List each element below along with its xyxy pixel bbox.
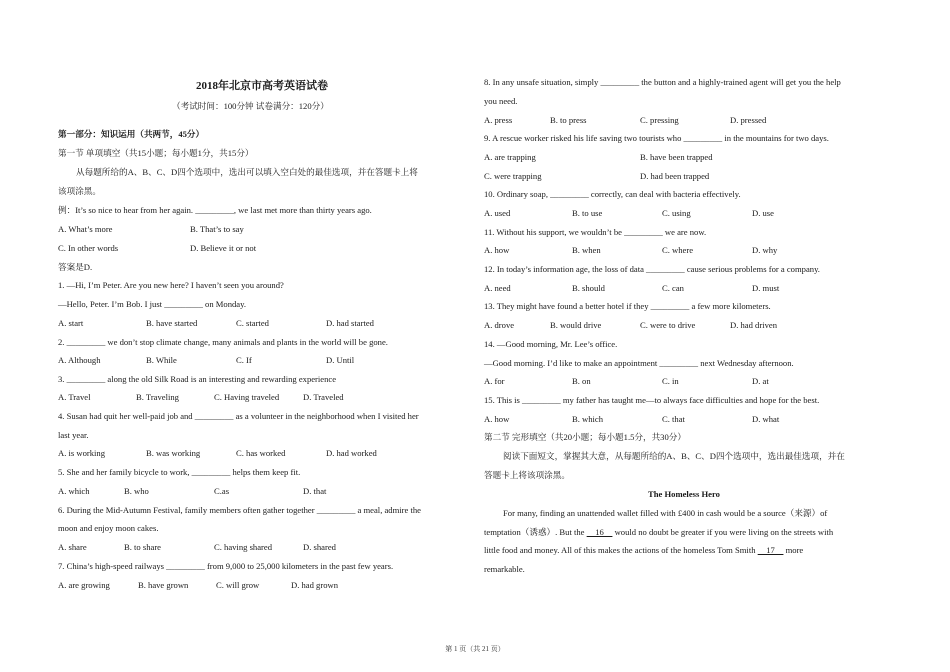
- option-c: C. If: [236, 355, 252, 365]
- option-b: B. to use: [572, 208, 603, 218]
- passage-text: more: [783, 545, 804, 555]
- part1-heading: 第一部分：知识运用（共两节，45分）: [58, 129, 205, 139]
- option-b: B. While: [146, 355, 177, 365]
- option-b: B. when: [572, 245, 601, 255]
- passage-title: The Homeless Hero: [648, 489, 720, 499]
- option-a: A. drove: [484, 320, 515, 330]
- option-d: D. at: [752, 376, 769, 386]
- question-stem: 8. In any unsafe situation, simply _________ the button and a highly-trained agent will get you the help: [484, 77, 841, 87]
- option-b: B. have been trapped: [640, 152, 713, 162]
- question-stem: 14. —Good morning, Mr. Lee’s office.: [484, 339, 618, 349]
- option-a: A. how: [484, 414, 510, 424]
- question-stem: 13. They might have found a better hotel if they _________ a few more kilometers.: [484, 301, 771, 311]
- option-c: C. can: [662, 283, 684, 293]
- section2-instruction: 阅读下面短文，掌握其大意，从每题所给的A、B、C、D四个选项中，选出最佳选项，并在: [503, 451, 845, 461]
- question-stem: 1. —Hi, I’m Peter. Are you new here? I haven’t seen you around?: [58, 280, 284, 290]
- page-title: 2018年北京市高考英语试卷: [196, 80, 328, 92]
- passage-line: remarkable.: [484, 564, 525, 574]
- example-option-c: C. In other words: [58, 243, 119, 253]
- option-c: C. in: [662, 376, 679, 386]
- option-d: D. why: [752, 245, 778, 255]
- option-a: A. used: [484, 208, 511, 218]
- passage-line: [484, 526, 833, 538]
- question-stem: 2. _________ we don’t stop climate change, many animals and plants in the world will be gone.: [58, 337, 388, 347]
- question-stem: —Hello, Peter. I’m Bob. I just _________ on Monday.: [58, 299, 247, 309]
- option-a: A. Travel: [58, 392, 91, 402]
- page-subtitle: （考试时间：100分钟 试卷满分：120分）: [172, 101, 329, 111]
- section1-instruction: 从每题所给的A、B、C、D四个选项中，选出可以填入空白处的最佳选项，并在答题卡上将: [76, 167, 418, 177]
- example-option-b: B. That’s to say: [190, 224, 244, 234]
- question-stem: 11. Without his support, we wouldn’t be _________ we are now.: [484, 227, 707, 237]
- option-d: D. that: [303, 486, 327, 496]
- option-a: A. are growing: [58, 580, 110, 590]
- option-d: D. Until: [326, 355, 355, 365]
- option-c: C. started: [236, 318, 269, 328]
- option-c: C. will grow: [216, 580, 260, 590]
- question-stem: 10. Ordinary soap, _________ correctly, can deal with bacteria effectively.: [484, 189, 741, 199]
- option-a: A. need: [484, 283, 511, 293]
- question-stem: 4. Susan had quit her well-paid job and _________ as a volunteer in the neighborhood when I visited her: [58, 411, 419, 421]
- question-stem: you need.: [484, 96, 518, 106]
- option-d: D. had worked: [326, 448, 377, 458]
- passage-line: [484, 544, 803, 556]
- option-d: D. had grown: [291, 580, 339, 590]
- option-d: D. had started: [326, 318, 374, 328]
- option-c: C. where: [662, 245, 694, 255]
- question-stem: 12. In today’s information age, the loss of data _________ cause serious problems for a company.: [484, 264, 820, 274]
- section1-heading: 第一节 单项填空（共15小题；每小题1分，共15分）: [58, 148, 254, 158]
- question-stem: moon and enjoy moon cakes.: [58, 523, 159, 533]
- question-stem: last year.: [58, 430, 89, 440]
- option-b: B. should: [572, 283, 605, 293]
- section2-heading: 第二节 完形填空（共20小题；每小题1.5分，共30分）: [484, 432, 686, 442]
- question-stem: 3. _________ along the old Silk Road is an interesting and rewarding experience: [58, 374, 337, 384]
- option-b: B. to share: [124, 542, 161, 552]
- option-a: A. are trapping: [484, 152, 536, 162]
- question-stem: 15. This is _________ my father has taught me—to always face difficulties and hope for the best.: [484, 395, 820, 405]
- option-a: A. how: [484, 245, 510, 255]
- option-d: D. had been trapped: [640, 171, 710, 181]
- passage-text: little food and money. All of this makes the actions of the homeless Tom Smith: [484, 545, 758, 555]
- example-option-d: D. Believe it or not: [190, 243, 257, 253]
- question-stem: 7. China’s high-speed railways _________ from 9,000 to 25,000 kilometers in the past few years.: [58, 561, 394, 571]
- option-c: C. were to drive: [640, 320, 696, 330]
- option-c: C. having shared: [214, 542, 272, 552]
- option-d: D. use: [752, 208, 774, 218]
- blank-16: 16: [586, 527, 613, 537]
- question-stem: 5. She and her family bicycle to work, _________ helps them keep fit.: [58, 467, 301, 477]
- option-c: C. using: [662, 208, 691, 218]
- option-d: D. Traveled: [303, 392, 344, 402]
- example-option-a: A. What’s more: [58, 224, 113, 234]
- option-b: B. have grown: [138, 580, 189, 590]
- passage-text: temptation（诱惑）. But the: [484, 527, 587, 537]
- example-answer: 答案是D.: [58, 262, 93, 272]
- section2-instruction-cont: 答题卡上将该项涂黑。: [484, 470, 570, 480]
- passage-text: would no doubt be greater if you were living on the streets with: [612, 527, 834, 537]
- option-a: A. Although: [58, 355, 101, 365]
- option-d: D. had driven: [730, 320, 778, 330]
- option-a: A. press: [484, 115, 513, 125]
- question-stem: —Good morning. I’d like to make an appointment _________ next Wednesday afternoon.: [484, 358, 794, 368]
- option-a: A. share: [58, 542, 87, 552]
- option-c: C. pressing: [640, 115, 679, 125]
- option-c: C. has worked: [236, 448, 286, 458]
- page-footer: 第 1 页（共 21 页）: [445, 645, 505, 653]
- option-c: C. Having traveled: [214, 392, 280, 402]
- option-d: D. pressed: [730, 115, 767, 125]
- option-a: A. start: [58, 318, 84, 328]
- option-c: C.as: [214, 486, 230, 496]
- option-c: C. were trapping: [484, 171, 542, 181]
- option-b: B. which: [572, 414, 604, 424]
- option-c: C. that: [662, 414, 685, 424]
- option-b: B. was working: [146, 448, 201, 458]
- section1-instruction-cont: 该项涂黑。: [58, 186, 101, 196]
- option-a: A. for: [484, 376, 505, 386]
- blank-17: 17: [757, 545, 784, 555]
- option-d: D. what: [752, 414, 780, 424]
- option-b: B. who: [124, 486, 149, 496]
- question-stem: 6. During the Mid-Autumn Festival, family members often gather together _________ a meal, admire the: [58, 505, 421, 515]
- option-b: B. Traveling: [136, 392, 179, 402]
- option-b: B. on: [572, 376, 591, 386]
- example-question: 例：It’s so nice to hear from her again. _________, we last met more than thirty years ago.: [58, 205, 372, 215]
- option-a: A. which: [58, 486, 90, 496]
- question-stem: 9. A rescue worker risked his life saving two tourists who _________ in the mountains for two days.: [484, 133, 829, 143]
- option-b: B. would drive: [550, 320, 602, 330]
- option-b: B. have started: [146, 318, 198, 328]
- option-d: D. must: [752, 283, 780, 293]
- option-d: D. shared: [303, 542, 336, 552]
- passage-line: For many, finding an unattended wallet filled with £400 in cash would be a source（来源）of: [503, 508, 828, 518]
- option-a: A. is working: [58, 448, 106, 458]
- option-b: B. to press: [550, 115, 587, 125]
